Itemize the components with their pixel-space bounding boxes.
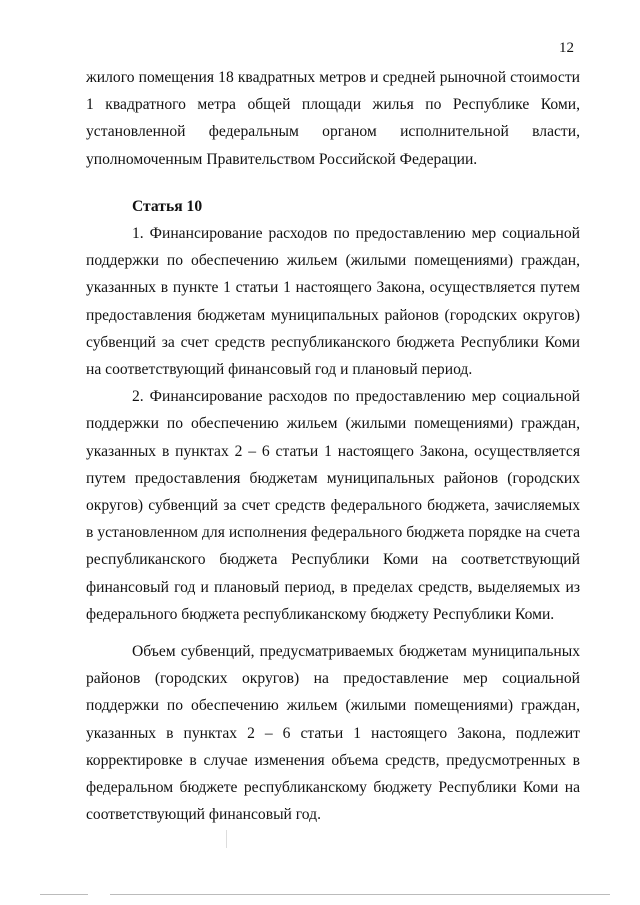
- paragraph-gap: [86, 628, 580, 638]
- paragraph-3: Объем субвенций, предусматриваемых бюджетам муниципальных районов (городских округов) на предоставление мер социальной поддержки по обеспечению жильем (жилыми помещениями) граждан, указанных в пунктах 2 – 6 статьи 1 настоящего Закона, подлежит корректировке в случае изменения объема средств, предусмотренных в федеральном бюджете республиканскому бюджету Республики Коми на соответствующий финансовый год.: [86, 643, 580, 824]
- page-number: 12: [559, 40, 574, 56]
- bottom-edge-line: [110, 894, 610, 895]
- article-body: [86, 220, 580, 828]
- article-title: Статья 10: [132, 198, 203, 215]
- scan-mark: [226, 830, 227, 848]
- paragraph-2: 2. Финансирование расходов по предоставлению мер социальной поддержки по обеспечению жильем (жилыми помещениями) граждан, указанных в пунктах 2 – 6 статьи 1 настоящего Закона, осуществляется путем предоставления бюджетам муниципальных районов (городских округов) субвенций за счет средств федерального бюджета, зачисляемых в установленном для исполнения федерального бюджета порядке на счета республиканского бюджета Республики Коми на соответствующий финансовый год и плановый период, в пределах средств, выделяемых из федерального бюджета республиканскому бюджету Республики Коми.: [86, 388, 580, 623]
- continuation-paragraph: жилого помещения 18 квадратных метров и средней рыночной стоимости 1 квадратного метра общей площади жилья по Республике Коми, установленной федеральным органом исполнительной власти, уполномоченным Правительством Российской Федерации.: [86, 69, 580, 168]
- bottom-edge-line-left: [40, 894, 88, 895]
- paragraph-1: 1. Финансирование расходов по предоставлению мер социальной поддержки по обеспечению жильем (жилыми помещениями) граждан, указанных в пункте 1 статьи 1 настоящего Закона, осуществляется путем предоставления бюджетам муниципальных районов (городских округов) субвенций за счет средств республиканского бюджета Республики Коми на соответствующий финансовый год и плановый период.: [86, 225, 580, 379]
- continuation-block: [86, 64, 580, 173]
